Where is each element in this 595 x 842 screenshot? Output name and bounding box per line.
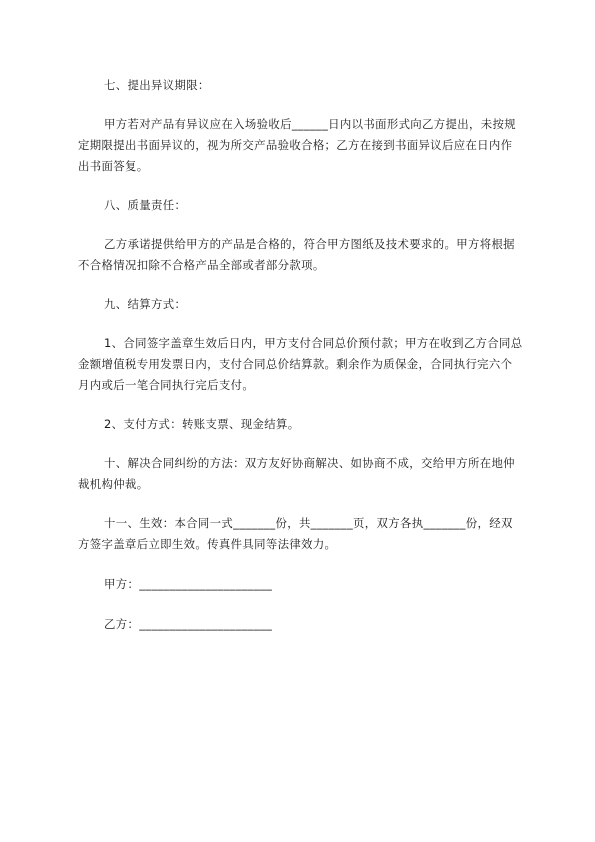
section-10-line-1: 十、解决合同纠纷的方法：双方友好协商解决、如协商不成，交给甲方所在地仲	[104, 456, 515, 470]
section-7-line-3: 出书面答复。	[78, 159, 149, 173]
section-11-line-1: 十一、生效：本合同一式_______份，共_______页，双方各执_______份，经双	[104, 516, 513, 530]
party-a-signature-line: 甲方：______________________	[104, 577, 273, 591]
section-9-item-1-line-2: 金额增值税专用发票日内，支付合同总价结算款。剩余作为质保金，合同执行完六个	[78, 357, 513, 371]
section-11-line-2: 方签字盖章后立即生效。传真件具同等法律效力。	[78, 537, 337, 551]
section-10-line-2: 裁机构仲裁。	[78, 477, 149, 491]
section-9-item-1-line-1: 1、合同签字盖章生效后日内，甲方支付合同总价预付款；甲方在收到乙方合同总	[104, 336, 523, 350]
section-9-item-2: 2、支付方式：转账支票、现金结算。	[104, 417, 300, 431]
section-8-line-1: 乙方承诺提供给甲方的产品是合格的，符合甲方图纸及技术要求的。甲方将根据	[104, 237, 515, 251]
section-9-heading: 九、结算方式：	[104, 297, 187, 311]
section-9-item-1-line-3: 月内或后一笔合同执行完后支付。	[78, 378, 255, 392]
section-7-line-1: 甲方若对产品有异议应在入场验收后______日内以书面形式向乙方提出，未按规	[104, 117, 516, 131]
section-8-heading: 八、质量责任：	[104, 198, 187, 212]
section-7-line-2: 定期限提出书面异议的，视为所交产品验收合格；乙方在接到书面异议后应在日内作	[78, 138, 513, 152]
section-7-heading: 七、提出异议期限：	[104, 78, 210, 92]
party-b-signature-line: 乙方：______________________	[104, 617, 273, 631]
section-8-line-2: 不合格情况扣除不合格产品全部或者部分款项。	[78, 258, 325, 272]
